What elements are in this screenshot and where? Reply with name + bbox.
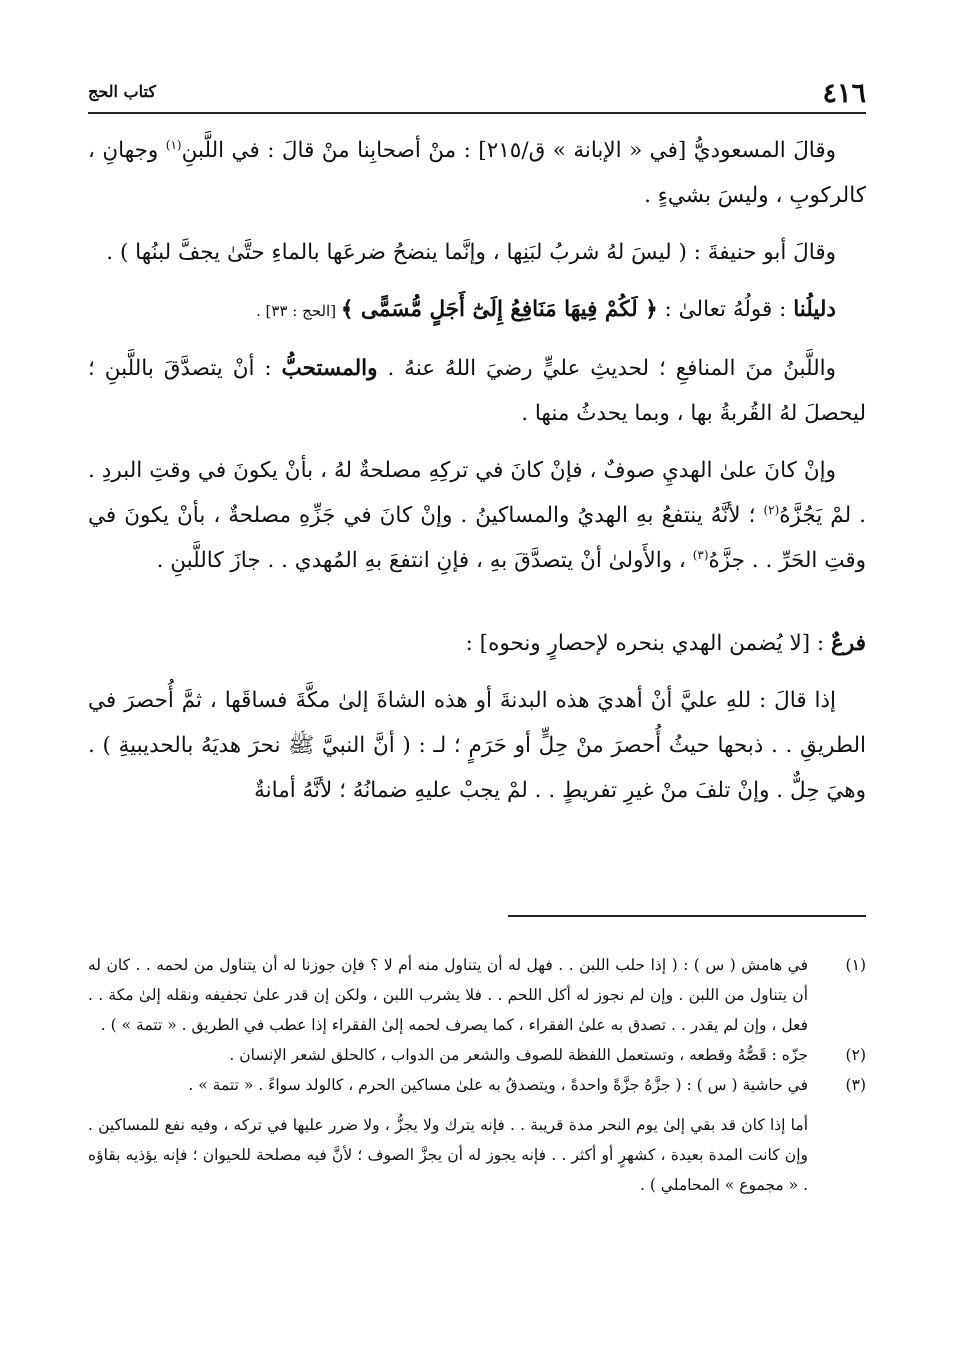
- section-label: فرعٌ: [831, 631, 866, 656]
- running-title: كتاب الحج: [88, 82, 156, 101]
- footnote-2: (٢) جزّه : قَصُّهُ وقطعه ، وتستعمل اللفظة للصوف والشعر من الدواب ، كالحلق لشعر الإنسان .: [88, 1040, 866, 1070]
- verse-citation: [الحج : ٣٣] .: [256, 302, 341, 320]
- paragraph-wool: وإنْ كانَ علىٰ الهديِ صوفٌ ، فإنْ كانَ في تركِهِ مصلحةٌ لهُ ، بأنْ يكونَ في وقتِ البردِ . . لمْ يَجُزَّهُ$^{(٢)}$ ؛ لأنَّهُ ينتفعُ بهِ الهديُ والمساكينُ . وإنْ كانَ في جَزِّهِ مصلحةٌ ، بأنْ يكونَ في وقتِ الحَرِّ . . جزَّهُ$^{(٣)}$ ، والأَولىٰ أنْ يتصدَّقَ بهِ ، فإنِ انتفعَ بهِ المُهدي . . جازَ كاللَّبنِ .: [88, 458, 866, 573]
- paragraph-milk-benefit: واللَّبنُ منَ المنافعِ ؛ لحديثِ عليٍّ رضيَ اللهُ عنهُ . والمستحبُّ : أنْ يتصدَّقَ باللَّبنِ ؛ ليحصلَ لهُ القُربةُ بها ، وبما يحدثُ منها .: [88, 356, 866, 426]
- footnote-number: (٢): [845, 1046, 866, 1064]
- page-header: [88, 78, 866, 114]
- paragraph-ihsar: إذا قالَ : للهِ عليَّ أنْ أهديَ هذه البدنةَ أو هذه الشاةَ إلىٰ مكَّةَ فساقَها ، ثمَّ أُحصرَ في الطريقِ . . ذبحها حيثُ أُحصرَ منْ حِلٍّ أو حَرَمٍ ؛ لـ : ( أنَّ النبيَّ ﷺ نحرَ هديَهُ بالحديبيةِ ) . وهيَ حِلٌّ . وإنْ تلفَ منْ غيرِ تفريطٍ . . لمْ يجبْ عليهِ ضمانُهُ ؛ لأنَّهُ أمانةٌ: [88, 688, 866, 803]
- paragraph-evidence: دليلُنا : قولُهُ تعالىٰ : ﴿ لَكُمْ فِيهَا مَنَافِعُ إِلَىٰٓ أَجَلٍ مُّسَمًّى ﴾ [الحج : ٣٣] .: [256, 297, 836, 322]
- recommended-label: والمستحبُّ: [281, 356, 378, 381]
- footnote-ref-1: (١): [165, 137, 182, 152]
- footnote-number: (١): [845, 956, 866, 974]
- footnote-3: (٣) في حاشية ( س ) : ( جزَّهُ جزَّةً واحدةً ، ويتصدقُ به علىٰ مساكين الحرم ، كالولد سواءً . « تتمة » .: [88, 1070, 866, 1100]
- footnote-ref-3: (٣): [692, 547, 709, 562]
- footnotes: [88, 950, 866, 1200]
- evidence-label: دليلُنا: [793, 297, 836, 322]
- page-number: ٤١٦: [822, 78, 866, 109]
- section-heading: فرعٌ : [لا يُضمن الهدي بنحره لإحصارٍ ونحوه] :: [465, 631, 866, 656]
- footnote-ref-2: (٢): [763, 502, 780, 517]
- footnote-separator: [508, 915, 866, 917]
- quran-verse: ﴿ لَكُمْ فِيهَا مَنَافِعُ إِلَىٰٓ أَجَلٍ مُّسَمًّى ﴾: [340, 297, 658, 322]
- main-text: [88, 128, 866, 813]
- footnote-1: (١) في هامش ( س ) : ( إذا حلب اللبن . . فهل له أن يتناول منه أم لا ؟ فإن جوزنا له أن يتناول من لحمه . . كان له أن يتناول من اللبن . وإن لم نجوز له أكل اللحم . . فلا يشرب اللبن ، ولكن إن قدر علىٰ تجفيفه ونقله إلىٰ مكة . . فعل ، وإن لم يقدر . . تصدق به علىٰ الفقراء ، كما يصرف لحمه إلىٰ الفقراء إذا عطب في الطريق . « تتمة » ) .: [88, 950, 866, 1040]
- footnote-number: (٣): [845, 1076, 866, 1094]
- footnote-3-continuation: أما إذا كان قد بقي إلىٰ يوم النحر مدة قريبة . . فإنه يترك ولا يجزُّ ، ولا ضرر عليها في تركه ، وفيه نفع للمساكين . وإن كانت المدة بعيدة ، كشهرٍ أو أكثر . . فإنه يجوز له أن يجزَّ الصوف ؛ لأنَّ فيه مصلحة للحيوان ؛ فإنه يؤذيه بقاؤه . « مجموع » المحاملي ) .: [88, 1116, 808, 1194]
- paragraph-masudi: وقالَ المسعوديُّ [في « الإبانة » ق/٢١٥] : منْ أصحابِنا منْ قالَ : في اللَّبنِ$^{(١)}$ وجهانِ ، كالركوبِ ، وليسَ بشيءٍ .: [88, 137, 866, 208]
- paragraph-abu-hanifa: وقالَ أبو حنيفةَ : ( ليسَ لهُ شربُ لبَنِها ، وإنَّما ينضحُ ضرعَها بالماءِ حتَّىٰ يجفَّ لبنُها ) .: [106, 240, 836, 265]
